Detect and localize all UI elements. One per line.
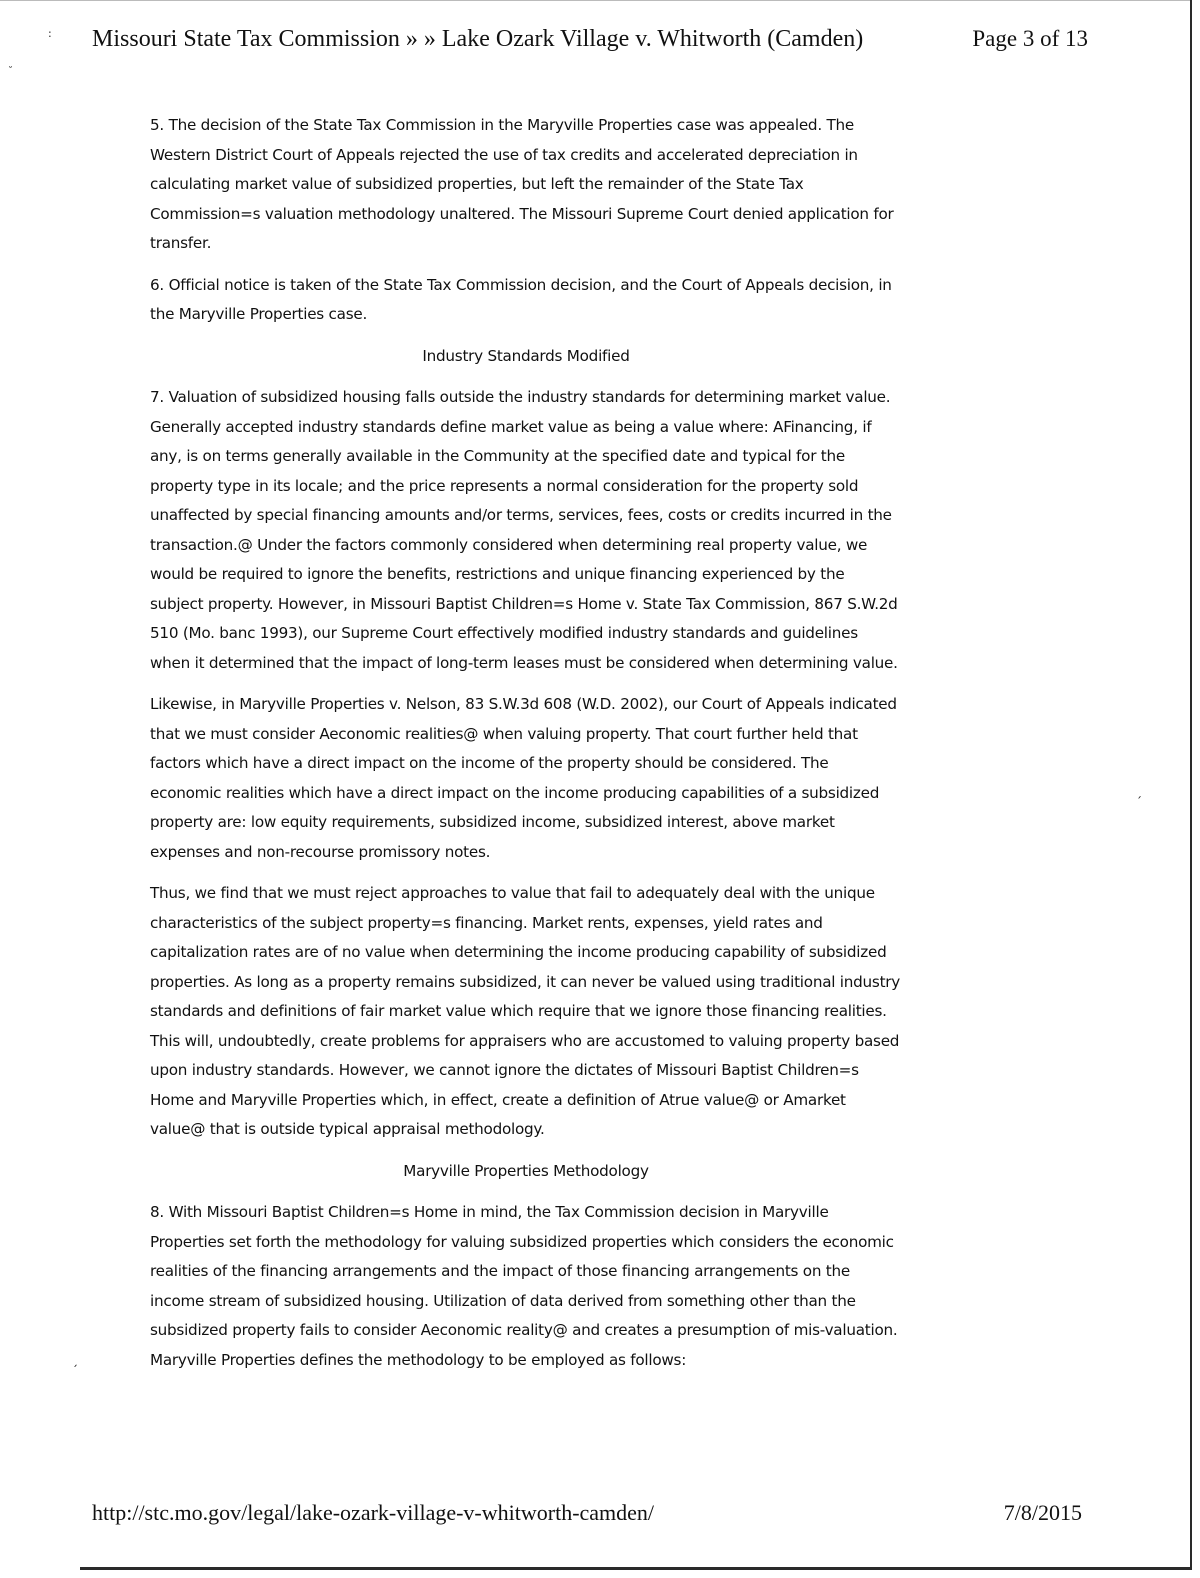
scan-speck-mark: ˊ [1136, 795, 1142, 809]
section-heading-maryville-methodology: Maryville Properties Methodology [403, 1161, 649, 1180]
section-heading-industry-standards: Industry Standards Modified [422, 346, 630, 365]
paragraph-7: 7. Valuation of subsidized housing falls outside the industry standards for determining market value. Generally accepted industry standards define market value as being a value where: AFinancing, if any, is on terms generally available in the Community at the specified date and typical for the property type in its locale; and the price represents a normal consideration for the property sold unaffected by special financing amounts and/or terms, services, fees, costs or credits incurred in the transaction.@ Under the factors commonly considered when determining real property value, we would be required to ignore the benefits, restrictions and unique financing experienced by the subject property. However, in Missouri Baptist Children=s Home v. State Tax Commission, 867 S.W.2d 510 (Mo. banc 1993), our Supreme Court effectively modified industry standards and guidelines when it determined that the impact of long-term leases must be considered when determining value. [150, 388, 898, 672]
page-edge-bottom [80, 1567, 1192, 1570]
document-body [150, 111, 902, 1387]
paragraph-5: 5. The decision of the State Tax Commission in the Maryville Properties case was appealed. The Western District Court of Appeals rejected the use of tax credits and accelerated depreciation in calculating market value of subsidized properties, but left the remainder of the State Tax Commission=s valuation methodology unaltered. The Missouri Supreme Court denied application for transfer. [150, 116, 894, 252]
page-number: Page 3 of 13 [972, 26, 1088, 51]
document-footer [92, 1500, 1092, 1530]
page-edge-right [1190, 0, 1192, 1570]
paragraph-6: 6. Official notice is taken of the State Tax Commission decision, and the Court of Appeals decision, in the Maryville Properties case. [150, 275, 892, 323]
paragraph-likewise: Likewise, in Maryville Properties v. Nelson, 83 S.W.3d 608 (W.D. 2002), our Court of Appeals indicated that we must consider Aeconomic realities@ when valuing property. That court further held that factors which have a direct impact on the income of the property should be considered. The economic realities which have a direct impact on the income producing capabilities of a subsidized property are: low equity requirements, subsidized income, subsidized interest, above market expenses and non-recourse promissory notes. [150, 695, 897, 861]
scan-speck-mark: ˘ [8, 66, 13, 77]
scan-speck-mark: ˏ [72, 1353, 78, 1367]
document-title: Missouri State Tax Commission » » Lake Ozark Village v. Whitworth (Camden) [92, 26, 864, 52]
page-edge-top [0, 0, 1192, 1]
scan-speck-mark: : [48, 27, 52, 40]
print-date: 7/8/2015 [1003, 1500, 1082, 1525]
paragraph-thus: Thus, we find that we must reject approaches to value that fail to adequately deal with the unique characteristics of the subject property=s financing. Market rents, expenses, yield rates and capitalization rates are of no value when determining the income producing capability of subsidized properties. As long as a property remains subsidized, it can never be valued using traditional industry standards and definitions of fair market value which require that we ignore those financing realities. This will, undoubtedly, create problems for appraisers who are accustomed to valuing property based upon industry standards. However, we cannot ignore the dictates of Missouri Baptist Children=s Home and Maryville Properties which, in effect, create a definition of Atrue value@ or Amarket value@ that is outside typical appraisal methodology. [150, 884, 901, 1138]
paragraph-8: 8. With Missouri Baptist Children=s Home in mind, the Tax Commission decision in Maryville Properties set forth the methodology for valuing subsidized properties which considers the economic realities of the financing arrangements and the impact of those financing arrangements on the income stream of subsidized housing. Utilization of data derived from something other than the subsidized property fails to consider Aeconomic reality@ and creates a presumption of mis-valuation. Maryville Properties defines the methodology to be employed as follows: [150, 1203, 898, 1369]
document-header [92, 26, 1102, 58]
source-url: http://stc.mo.gov/legal/lake-ozark-village-v-whitworth-camden/ [92, 1500, 655, 1525]
